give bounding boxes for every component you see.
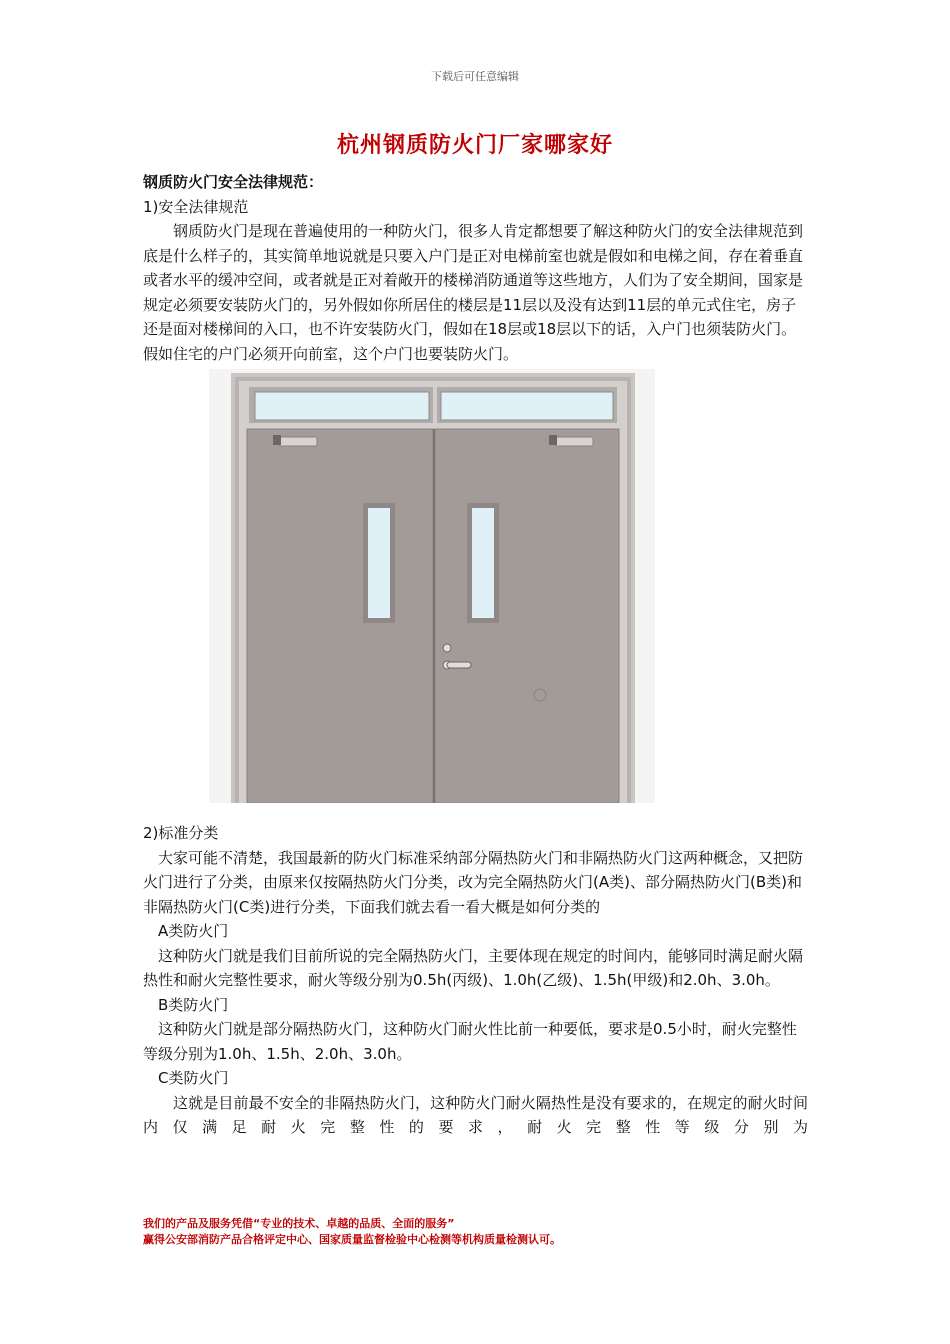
footer-line-2: 赢得公安部消防产品合格评定中心、国家质量监督检验中心检测等机构质量检测认可。: [143, 1233, 561, 1246]
class-c-text: 这就是目前最不安全的非隔热防火门，这种防火门耐火隔热性是没有要求的，在规定的耐火时间内仅满足耐火完整性的要求，耐火完整性等级分别为: [143, 1093, 808, 1136]
page-title: 杭州钢质防火门厂家哪家好: [336, 133, 613, 158]
document-body: [143, 170, 808, 1140]
part1-heading: 1)安全法律规范: [143, 197, 249, 216]
footer-line-1: 我们的产品及服务凭借“专业的技术、卓越的品质、全面的服务”: [143, 1217, 455, 1230]
part2-intro: 大家可能不清楚，我国最新的防火门标准采纳部分隔热防火门和非隔热防火门这两种概念，又把防火门进行了分类，由原来仅按隔热防火门分类，改为完全隔热防火门(A类)、部分隔热防火门(B类)和非隔热防火门(C类)进行分类，下面我们就去看一看大概是如何分类的: [143, 848, 804, 916]
part2-heading: 2)标准分类: [143, 824, 219, 842]
footer-note: [143, 1216, 823, 1248]
class-a-label: A类防火门: [158, 922, 229, 940]
class-a-text: 这种防火门就是我们目前所说的完全隔热防火门，主要体现在规定的时间内，能够同时满足耐火隔热性和耐火完整性要求，耐火等级分别为0.5h(丙级)、1.0h(乙级)、1.5h(甲级)和2.0h、3.0h。: [143, 946, 804, 989]
section-heading: 钢质防火门安全法律规范：: [143, 173, 324, 191]
part1-paragraph: 钢质防火门是现在普遍使用的一种防火门，很多人肯定都想要了解这种防火门的安全法律规范到底是什么样子的，其实简单地说就是只要入户门是正对电梯前室也就是假如和电梯之间，存在着垂直或者水平的缓冲空间，或者就是正对着敞开的楼梯消防通道等这些地方，人们为了安全期间，国家是规定必须要安装防火门的，另外假如你所居住的楼层是11层以及没有达到11层的单元式住宅，房子还是面对楼梯间的入口，也不许安装防火门，假如在18层或18层以下的话，入户门也须装防火门。假如住宅的户门必须开向前室，这个户门也要装防火门。: [143, 222, 804, 363]
fire-door-image: [209, 369, 655, 803]
class-c-label: C类防火门: [158, 1069, 229, 1087]
class-b-text: 这种防火门就是部分隔热防火门，这种防火门耐火性比前一种要低，要求是0.5小时，耐火完整性等级分别为1.0h、1.5h、2.0h、3.0h。: [143, 1020, 797, 1063]
class-b-label: B类防火门: [158, 995, 229, 1014]
header-note: 下载后可任意编辑: [431, 70, 519, 83]
